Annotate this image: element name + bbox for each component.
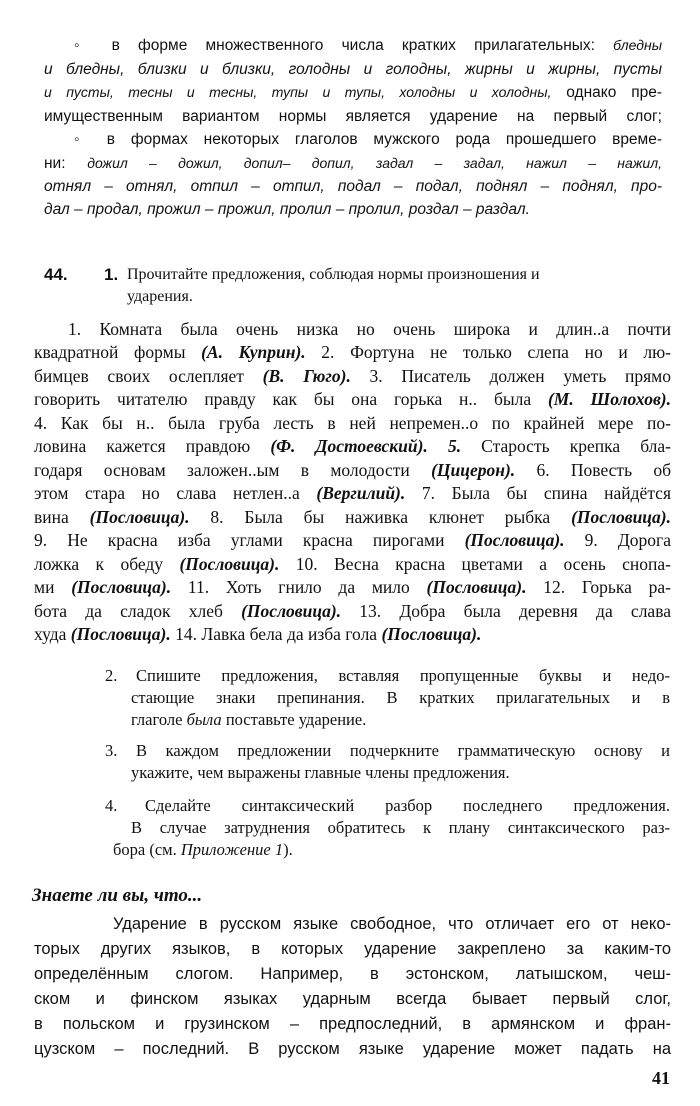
task-3-line-1: В каждом предложении подчеркните грамматическую основу и [136, 741, 670, 760]
task-2-line-2: стающие знаки препинания. В кратких прилагательных и в [131, 688, 670, 707]
top-line-5: ◦ в формах некоторых глаголов мужского рода прошедшего време- [74, 131, 662, 148]
para-line-9: вина (Пословица). 8. Была бы наживка клюнет рыбка (Пословица). [34, 507, 671, 527]
top-line-7: отнял – отнял, отпил – отпил, подал – подал, поднял – поднял, про- [44, 178, 662, 195]
task-4-number: 4. [105, 796, 118, 815]
task-2-line-1: Спишите предложения, вставляя пропущенные буквы и недо- [136, 666, 670, 685]
para-line-14: худа (Пословица). 14. Лавка бела да изба гола (Пословица). [34, 624, 482, 644]
task-2-number: 2. [105, 666, 118, 685]
top-line-4: имущественным вариантом нормы является ударение на первый слог; [44, 108, 662, 125]
para-line-5: 4. Как бы н.. была груба лесть в ней непремен..о по крайней мере по- [34, 413, 671, 433]
para-line-11: ложка к обеду (Пословица). 10. Весна красна цветами а осень снопа- [34, 554, 671, 574]
para-line-6: ловина кажется правдою (Ф. Достоевский). 5. Старость крепка бла- [34, 436, 672, 456]
did-you-know-line-5: в польском и грузинском – предпоследний, в армянском и фран- [34, 1015, 671, 1033]
para-line-13: бота да сладок хлеб (Пословица). 13. Добра была деревня да слава [34, 601, 671, 621]
para-line-2: квадратной формы (А. Куприн). 2. Фортуна не только слепа но и лю- [34, 342, 671, 362]
page-number: 41 [652, 1068, 670, 1088]
did-you-know-line-2: торых других языков, в которых ударение закреплено за каким-то [34, 940, 671, 958]
did-you-know-line-4: ском и финском языках ударным всегда бывает первый слог, [34, 990, 671, 1008]
task-4-line-1: Сделайте синтаксический разбор последнего предложения. [145, 796, 670, 815]
did-you-know-heading: Знаете ли вы, что... [32, 885, 203, 906]
top-line-3: и пусты, тесны и тесны, тупы и тупы, холодны и холодны, однако пре- [44, 84, 662, 101]
top-line-1: ◦ в форме множественного числа кратких прилагательных: бледны [74, 37, 662, 54]
para-line-4: говорить читателю правду как бы она горька н.. была (М. Шолохов). [34, 389, 671, 409]
task-3-number: 3. [105, 741, 118, 760]
exercise-task-number: 1. [104, 265, 119, 284]
para-line-10: 9. Не красна изба углами красна пирогами (Пословица). 9. Дорога [34, 530, 671, 550]
exercise-title-line-1: Прочитайте предложения, соблюдая нормы произношения и [127, 266, 540, 283]
top-line-8: дал – продал, прожил – прожил, пролил – пролил, роздал – раздал. [44, 201, 530, 218]
para-line-8: этом стара но слава нетлен..а (Вергилий). 7. Была бы спина найдётся [34, 483, 671, 503]
task-4-line-3: бора (см. Приложение 1). [113, 840, 293, 859]
para-line-7: годаря основам заложен..ым в молодости (Цицерон). 6. Повесть об [34, 460, 672, 480]
did-you-know-line-6: цузском – последний. В русском языке ударение может падать на [34, 1040, 671, 1058]
did-you-know-line-3: определённым слогом. Например, в эстонском, латышском, чеш- [34, 965, 671, 983]
exercise-title-line-2: ударения. [127, 288, 193, 305]
top-line-6: ни: дожил – дожил, допил– допил, задал – задал, нажил – нажил, [44, 155, 662, 172]
para-line-1: 1. Комната была очень низка но очень широка и длин..а почти [68, 319, 671, 339]
task-4-line-2: В случае затруднения обратитесь к плану синтаксического раз- [131, 818, 670, 837]
top-line-2: и бледны, близки и близки, голодны и голодны, жирны и жирны, пусты [44, 61, 662, 78]
para-line-12: ми (Пословица). 11. Хоть гнило да мило (Пословица). 12. Горька ра- [34, 577, 671, 597]
did-you-know-line-1: Ударение в русском языке свободное, что отличает его от неко- [113, 915, 671, 933]
task-3-line-2: укажите, чем выражены главные члены предложения. [131, 763, 510, 782]
exercise-number: 44. [44, 265, 68, 284]
task-2-line-3: глаголе была поставьте ударение. [131, 710, 367, 729]
para-line-3: бимцев своих ослепляет (В. Гюго). 3. Писатель должен уметь прямо [34, 366, 671, 386]
